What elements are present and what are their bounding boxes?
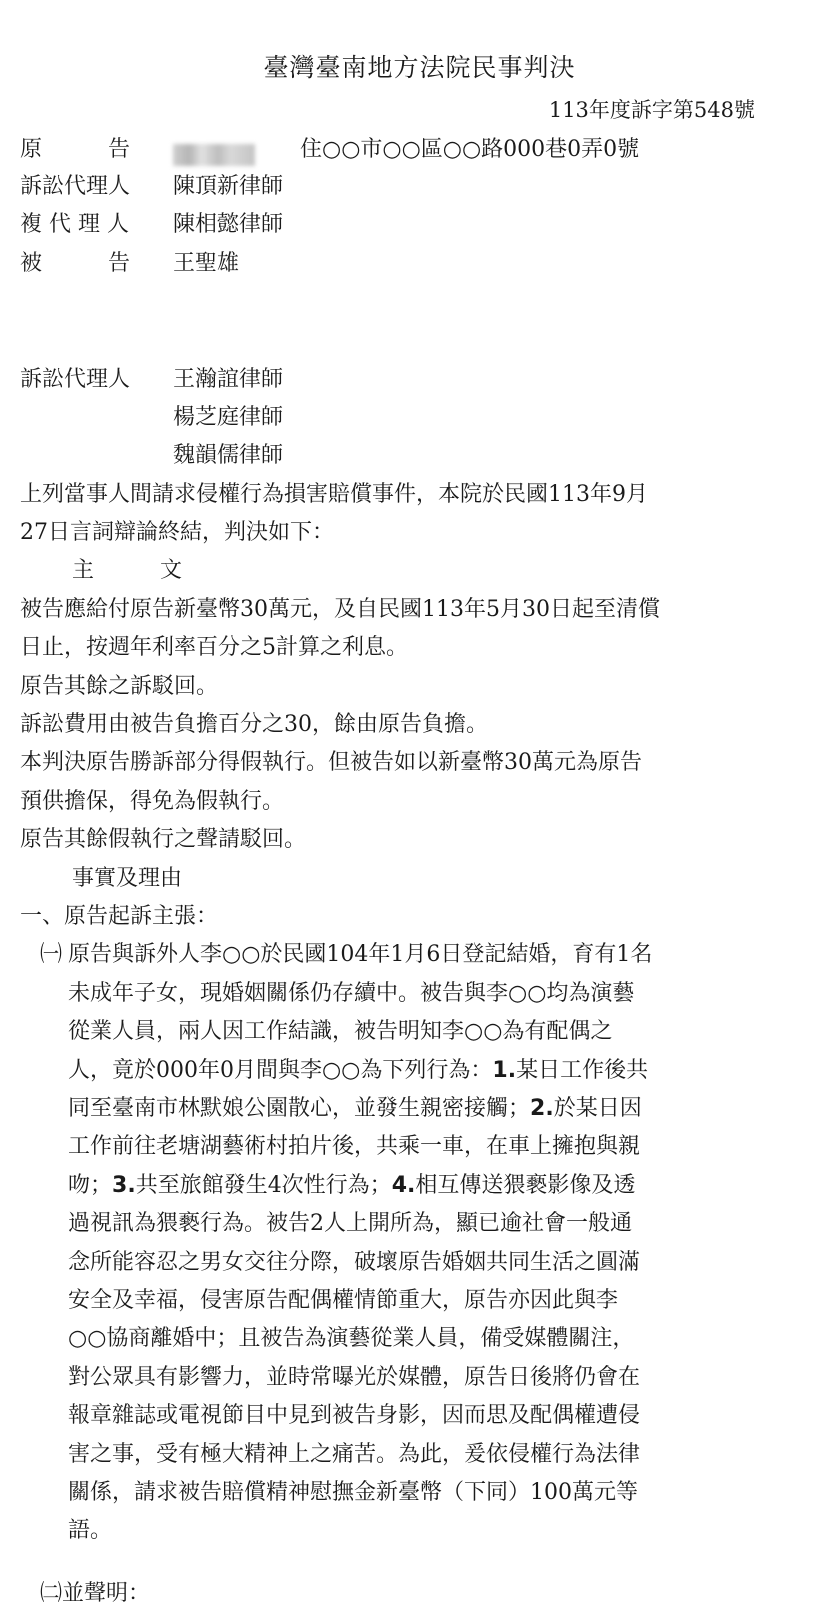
redacted-plaintiff-name bbox=[173, 144, 255, 166]
paragraph-text: 相互傳送猥褻影像及透 bbox=[415, 1173, 636, 1198]
paragraph-line: 未成年子女，現婚姻關係仍存續中。被告與李○○均為演藝 bbox=[68, 981, 635, 1006]
case-number: 113年度訴字第548號 bbox=[548, 98, 755, 122]
paragraph-line: 語。 bbox=[68, 1518, 113, 1543]
item-one-marker: ㈠ bbox=[40, 942, 63, 967]
paragraph-line bbox=[68, 1057, 648, 1085]
main-line: 預供擔保，得免為假執行。 bbox=[20, 789, 285, 814]
paragraph-line: 安全及幸福，侵害原告配偶權情節重大，原告亦因此與李 bbox=[68, 1288, 619, 1313]
plaintiff-address: 住○○市○○區○○路000巷0弄0號 bbox=[300, 137, 640, 162]
sub-agent-label: 複 代 理 人 bbox=[20, 212, 129, 237]
paragraph-text: 人，竟於000年0月間與李○○為下列行為： bbox=[68, 1058, 493, 1083]
paragraph-line bbox=[68, 1172, 635, 1200]
sub-agent: 陳相懿律師 bbox=[173, 212, 284, 237]
intro-line: 上列當事人間請求侵權行為損害賠償事件，本院於民國113年9月 bbox=[20, 482, 648, 507]
paragraph-line: 工作前往老塘湖藝術村拍片後，共乘一車，在車上擁抱與親 bbox=[68, 1134, 641, 1159]
intro-line: 27日言詞辯論終結，判決如下： bbox=[20, 520, 334, 545]
paragraph-text: 某日工作後共 bbox=[516, 1058, 649, 1083]
paragraph-line: ○○協商離婚中；且被告為演藝從業人員，備受媒體關注， bbox=[68, 1326, 635, 1351]
paragraph-line bbox=[68, 1095, 642, 1123]
defendant-label: 被 告 bbox=[20, 251, 131, 276]
paragraph-text: 於某日因 bbox=[553, 1096, 642, 1121]
main-line: 原告其餘假執行之聲請駁回。 bbox=[20, 827, 307, 852]
paragraph-text: 同至臺南市林默娘公園散心，並發生親密接觸； bbox=[68, 1096, 531, 1121]
enum-number: 3. bbox=[112, 1173, 136, 1198]
enum-number: 2. bbox=[530, 1096, 554, 1121]
paragraph-text: 吻； bbox=[68, 1173, 113, 1198]
main-line: 原告其餘之訴駁回。 bbox=[20, 674, 219, 699]
defendant-name: 王聖雄 bbox=[173, 251, 240, 276]
paragraph-line: 過視訊為猥褻行為。被告2人上開所為，顯已逾社會一般通 bbox=[68, 1211, 632, 1236]
enum-number: 1. bbox=[492, 1058, 517, 1083]
defendant-agent: 魏韻儒律師 bbox=[173, 443, 284, 468]
facts-heading: 事實及理由 bbox=[72, 866, 183, 891]
main-line: 被告應給付原告新臺幣30萬元，及自民國113年5月30日起至清償 bbox=[20, 597, 660, 622]
paragraph-line: 害之事，受有極大精神上之痛苦。為此，爰依侵權行為法律 bbox=[68, 1442, 641, 1467]
paragraph-text: 共至旅館發生4次性行為； bbox=[135, 1173, 392, 1198]
defendant-agent: 楊芝庭律師 bbox=[173, 405, 284, 430]
defendant-agent-label: 訴訟代理人 bbox=[20, 367, 131, 392]
main-line: 本判決原告勝訴部分得假執行。但被告如以新臺幣30萬元為原告 bbox=[20, 750, 642, 775]
section-one-heading: 一、原告起訴主張： bbox=[20, 904, 219, 929]
main-line: 訴訟費用由被告負擔百分之30，餘由原告負擔。 bbox=[20, 712, 488, 737]
paragraph-line: 對公眾具有影響力，並時常曝光於媒體，原告日後將仍會在 bbox=[68, 1365, 641, 1390]
paragraph-line: 原告與訴外人李○○於民國104年1月6日登記結婚，育有1名 bbox=[68, 942, 653, 967]
plaintiff-agent-label: 訴訟代理人 bbox=[20, 174, 131, 199]
main-line: 日止，按週年利率百分之5計算之利息。 bbox=[20, 635, 408, 660]
plaintiff-agent: 陳頂新律師 bbox=[173, 174, 284, 199]
defendant-agent: 王瀚誼律師 bbox=[173, 367, 284, 392]
item-two-heading: ㈡並聲明： bbox=[40, 1581, 151, 1606]
paragraph-line: 念所能容忍之男女交往分際，破壞原告婚姻共同生活之圓滿 bbox=[68, 1250, 641, 1275]
enum-number: 4. bbox=[391, 1173, 416, 1198]
paragraph-line: 從業人員，兩人因工作結識，被告明知李○○為有配偶之 bbox=[68, 1019, 613, 1044]
paragraph-line: 關係，請求被告賠償精神慰撫金新臺幣（下同）100萬元等 bbox=[68, 1480, 638, 1505]
document-title: 臺灣臺南地方法院民事判決 bbox=[263, 53, 576, 82]
plaintiff-label: 原 告 bbox=[20, 137, 131, 162]
paragraph-line: 報章雜誌或電視節目中見到被告身影，因而思及配偶權遭侵 bbox=[68, 1403, 641, 1428]
main-heading: 主 文 bbox=[72, 558, 183, 583]
